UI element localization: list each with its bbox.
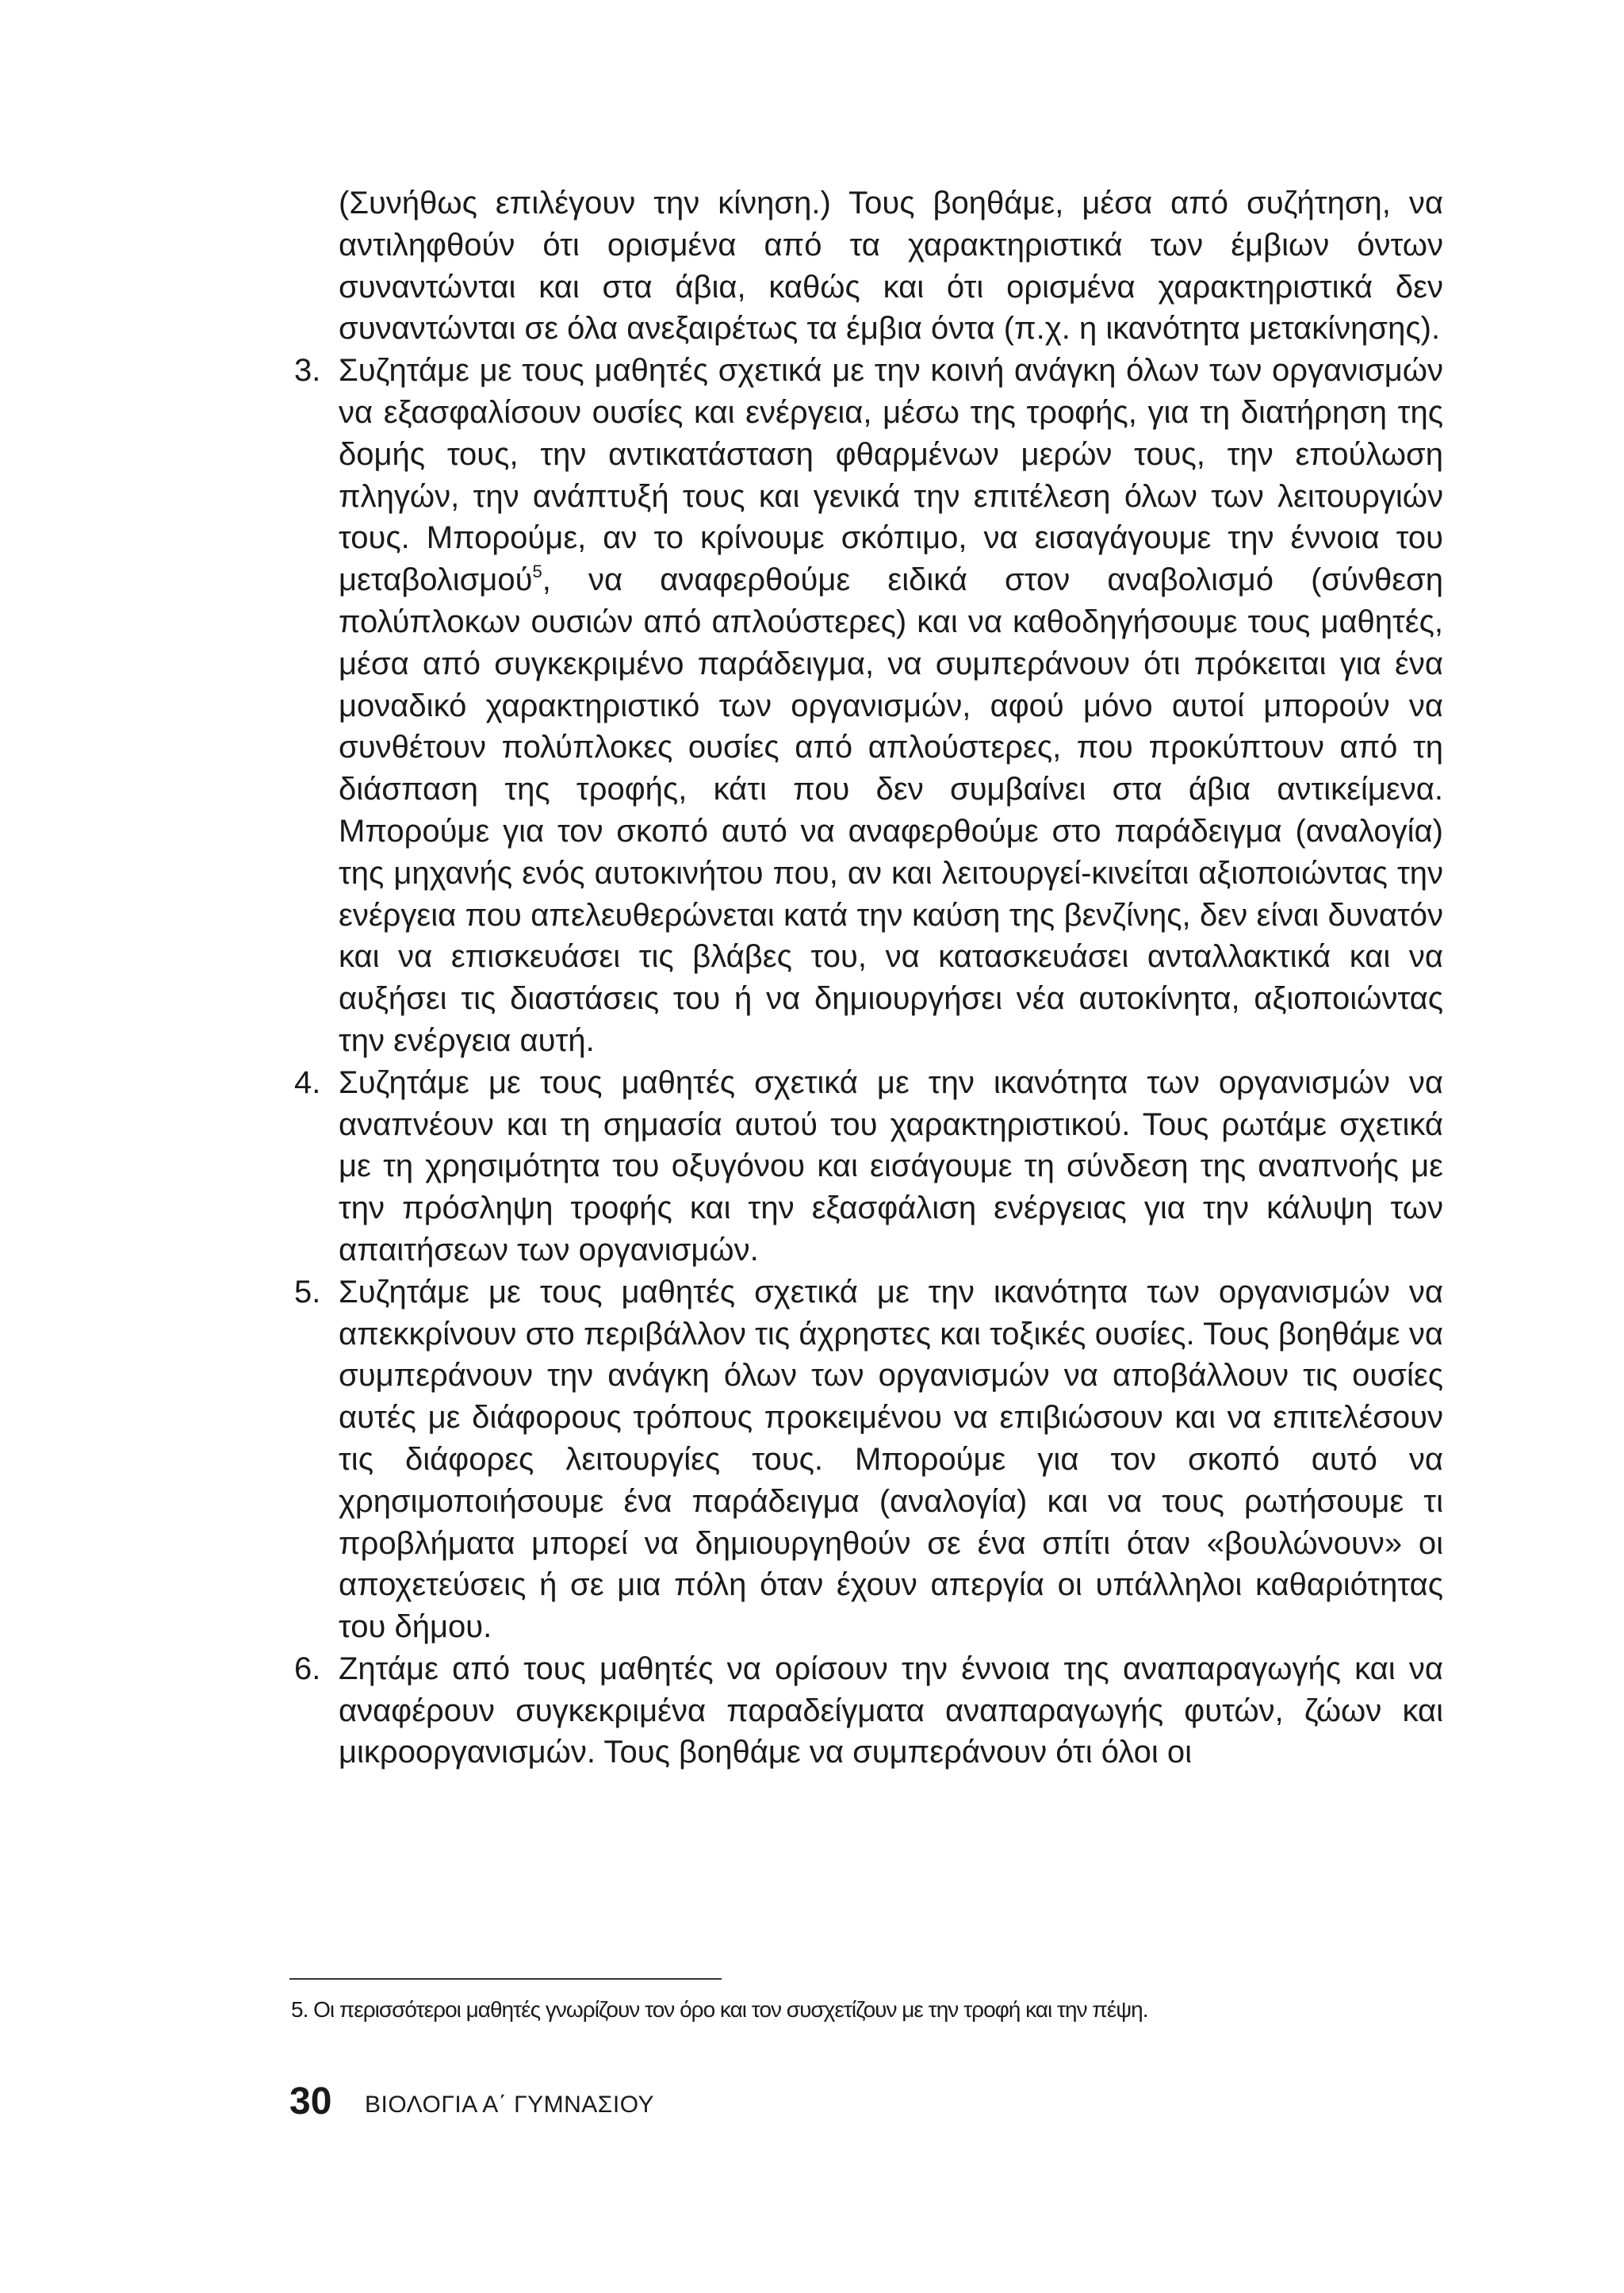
list-item-text: Συζητάμε με τους μαθητές σχετικά με την ικανότητα των οργανισμών να αναπνέουν και τη σημασία αυτού του χαρακτηριστικού. Τους ρωτάμε σχετικά με τη χρησιμότητα του οξυγόνου και εισάγουμε τη σύνδεση της αναπνοής με την πρόσληψη τροφής και την εξασφάλιση ενέργειας για την κάλυψη των απαιτήσεων των οργανισμών.: [339, 1064, 1443, 1267]
list-item-text: [339, 353, 1443, 1058]
list-item-text-part: , να αναφερθούμε ειδικά στον αναβολισμό (σύνθεση πολύπλοκων ουσιών από απλούστερες) και να καθοδηγήσουμε τους μαθητές, μέσα από συγκεκριμένο παράδειγμα, να συμπεράνουν ότι πρόκειται για ένα μοναδικό χαρακτηριστικό των οργανισμών, αφού μόνο αυτοί μπορούν να συνθέτουν πολύπλοκες ουσίες από απλούστερες, που προκύπτουν από τη διάσπαση της τροφής, κάτι που δεν συμβαίνει στα άβια αντικείμενα. Μπορούμε για τον σκοπό αυτό να αναφερθούμε στο παράδειγμα (αναλογία) της μηχανής ενός αυτοκινήτου που, αν και λειτουργεί-κινείται αξιοποιώντας την ενέργεια που απελευθερώνεται κατά την καύση της βενζίνης, δεν είναι δυνατόν και να επισκευάσει τις βλάβες του, να κατασκευάσει ανταλλακτικά και να αυξήσει τις διαστάσεις του ή να δημιουργήσει νέα αυτοκίνητα, αξιοποιώντας την ενέργεια αυτή.: [339, 562, 1443, 1058]
page-number: 30: [289, 2080, 332, 2122]
list-item-text: Ζητάμε από τους μαθητές να ορίσουν την έννοια της αναπαραγωγής και να αναφέρουν συγκεκριμένα παραδείγματα αναπαραγωγής φυτών, ζώων και μικροοργανισμών. Τους βοηθάμε να συμπεράνουν ότι όλοι οι: [339, 1651, 1443, 1770]
list-item-5: [289, 1271, 1443, 1648]
list-item-text: Συζητάμε με τους μαθητές σχετικά με την ικανότητα των οργανισμών να απεκκρίνουν στο περιβάλλον τις άχρηστες και τοξικές ουσίες. Τους βοηθάμε να συμπεράνουν την ανάγκη όλων των οργανισμών να αποβάλλουν τις ουσίες αυτές με διάφορους τρόπους προκειμένου να επιβιώσουν και να επιτελέσουν τις διάφορες λειτουργίες τους. Μπορούμε για τον σκοπό αυτό να χρησιμοποιήσουμε ένα παράδειγμα (αναλογία) και να τους ρωτήσουμε τι προβλήματα μπορεί να δημιουργηθούν σε ένα σπίτι όταν «βουλώνουν» οι αποχετεύσεις ή σε μια πόλη όταν έχουν απεργία οι υπάλληλοι καθαριότητας του δήμου.: [339, 1274, 1443, 1645]
list-item-number: 3.: [294, 353, 321, 389]
list-item-text-part: Συζητάμε με τους μαθητές σχετικά με την κοινή ανάγκη όλων των οργανισμών να εξασφαλίσουν ουσίες και ενέργεια, μέσω της τροφής, για τη διατήρηση της δομής τους, την αντικατάσταση φθαρμένων μερών τους, την επούλωση πληγών, την ανάπτυξή τους και γενικά την επιτέλεση όλων των λειτουργιών τους. Μπορούμε, αν το κρίνουμε σκόπιμο, να εισαγάγουμε την έννοια του μεταβολισμού: [339, 353, 1443, 598]
list-item-number: 4.: [294, 1064, 321, 1100]
footnote-reference: 5: [532, 561, 542, 581]
list-item-number: 5.: [294, 1274, 321, 1309]
footnote-divider: [289, 1978, 722, 1980]
list-item-3: [289, 350, 1443, 1062]
main-text-block: [289, 182, 1443, 1773]
list-item-6: [289, 1648, 1443, 1773]
list-item-number: 6.: [294, 1651, 321, 1686]
running-title: ΒΙΟΛΟΓΙΑ Α΄ ΓΥΜΝΑΣΙΟΥ: [365, 2092, 655, 2118]
footnote: 5. Οι περισσότεροι μαθητές γνωρίζουν τον όρο και τον συσχετίζουν με την τροφή και την πέψη.: [291, 1997, 1148, 2022]
intro-paragraph: (Συνήθως επιλέγουν την κίνηση.) Τους βοηθάμε, μέσα από συζήτηση, να αντιληφθούν ότι ορισμένα από τα χαρακτηριστικά των έμβιων όντων συναντώνται και στα άβια, καθώς και ότι ορισμένα χαρακτηριστικά δεν συναντώνται σε όλα ανεξαιρέτως τα έμβια όντα (π.χ. η ικανότητα μετακίνησης).: [339, 186, 1443, 347]
list-item-4: [289, 1062, 1443, 1271]
